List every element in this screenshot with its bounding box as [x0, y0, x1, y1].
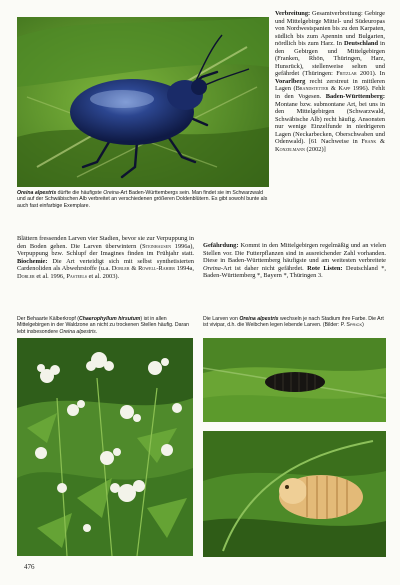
caption-text: .: [95, 328, 98, 335]
reference: Brandstetter & Kapp: [295, 85, 351, 93]
genus-name: Oreina: [203, 264, 221, 272]
dark-larva-graphic: [203, 338, 386, 422]
reference: Steinhausen: [142, 242, 171, 250]
section-heading: Verbreitung:: [275, 10, 311, 17]
caption-species: Oreina alpestris: [239, 316, 279, 322]
beetle-photo: [17, 17, 269, 187]
caption-text: wechseln je nach Stadium ihre Farbe. Die Art ist vivipar, d.h. die Weibchen legen lebende Larven. (Bilder:: [203, 316, 384, 329]
body-text: Montane bzw. submontane Art, bei uns in den Mittelgebirgen (Schwarzwald, Schwäbische Alb) recht häufig. Ansonsten nur wenige Einzelfunde in niedrigeren Lagen (Neckarbecken, Oberschwaben und Odenwald). [61 Nachweise in: [275, 100, 385, 146]
caption-text: Die Larven von: [203, 316, 240, 322]
caption-text: -Art Baden-Württembergs sein. Man findet sie im Schwarzwald und auf der Schwäbischen Alb verbreitet an verschiedenen größeren Doldenblütern. Es gibt sowohl bunte als auch fast einfarbige Exemplare.: [17, 190, 268, 209]
body-text: Gesamtverbreitung: Gebirge und Mittelgebirge Mittel- und Südeuropas von Nordwestspanien bis zu den Karpaten, südlich bis zum Apennin und Bulgarien, nördlich bis zum Harz. In: [275, 10, 385, 48]
caption-species: Oreina alpestris: [59, 328, 96, 335]
reference: Dobler: [17, 272, 35, 280]
body-text: Deutschland *, Baden-Württemberg *, Bayern *, Thüringen 3.: [203, 264, 386, 280]
reference: Frank & Konzelmann: [275, 138, 385, 153]
photo-credit: P. Sprick: [340, 322, 363, 329]
body-text: Kommt in den Mittelgebirgen regelmäßig und an vielen Stellen vor. Die Futterpflanzen sind in ausreichender Zahl vorhanden. Diese in Baden-Württemberg häufigste und am weitesten verbreitete: [203, 242, 386, 265]
region-heading: Deutschland: [343, 40, 379, 48]
plant-photo-graphic: [17, 338, 193, 556]
caption-text: dürfte die häufigste: [56, 190, 104, 196]
gefaehrdung-paragraph: [203, 242, 386, 280]
body-text: Blättern fressenden Larven vier Stadien, bevor sie zur Verpuppung in den Boden gehen. Die Larven überwintern (: [17, 235, 194, 250]
caption-species: Oreina alpestris: [17, 190, 57, 196]
page-number: 476: [24, 563, 35, 571]
body-text: 1996). Fehlt in den Vogesen.: [275, 85, 386, 101]
pupa-larva-photo: [203, 431, 386, 557]
left-text-column: [17, 235, 194, 280]
body-text: 1996a), Verpuppung bzw. Schlupf der Imagines finden im Frühjahr statt.: [17, 242, 194, 258]
reference: Pasteels: [66, 272, 87, 280]
body-text: 1994a,: [174, 265, 194, 273]
beetle-photo-caption: [17, 190, 269, 209]
gefaehrdung-block: [203, 242, 386, 280]
body-text: (2002)]: [304, 145, 326, 153]
caption-genus: Oreina: [103, 190, 119, 196]
body-text: 2001). In: [356, 70, 385, 78]
pupa-larva-graphic: [203, 431, 386, 557]
caption-species: Chaerophyllum hirsutum: [79, 316, 141, 322]
dark-larva-photo: [203, 338, 386, 422]
larvae-photo-caption: [203, 316, 386, 329]
plant-photo-caption: [17, 316, 194, 335]
body-text: Die Art verteidigt sich mit selbst synthetisierten Cardenoliden als Abwehrstoffe (u.a.: [17, 257, 194, 273]
section-heading: Rote Listen:: [307, 264, 343, 272]
body-text: et al. 1996,: [34, 272, 67, 280]
right-text-column: [275, 10, 385, 153]
caption-text: ) ist in allen Mittelgebirgen in der Waldzone an nicht zu trockenen Stellen häufig. Daran lebt insbesondere: [17, 316, 189, 335]
section-heading: Biochemie:: [17, 257, 48, 265]
body-text: in den Gebirgen und Mittelgebirgen (Franken, Rhön, Thüringen, Harz, Hunsrück), stellenweise selten und gefährdet (Thüringen:: [275, 40, 385, 78]
section-heading: Gefährdung:: [203, 242, 239, 249]
reference: Fritzlar: [336, 70, 357, 78]
verbreitung-paragraph: [275, 10, 385, 153]
caption-text: Der Behaarte Kälberkropf (: [17, 316, 79, 322]
caption-text: ): [362, 322, 364, 329]
plant-photo: [17, 338, 193, 556]
body-text: -Art ist daher nicht gefährdet.: [220, 264, 308, 272]
reference: Dobler & Rowell-Rahier: [111, 265, 175, 273]
region-heading: Vorarlberg: [275, 77, 306, 85]
larvae-paragraph: [17, 235, 194, 280]
beetle-photo-graphic: [17, 17, 269, 187]
body-text: recht zerstreut in mittleren Lagen (: [275, 77, 385, 93]
region-heading: Baden-Württemberg:: [325, 93, 385, 101]
body-text: et al. 2003).: [87, 272, 120, 280]
